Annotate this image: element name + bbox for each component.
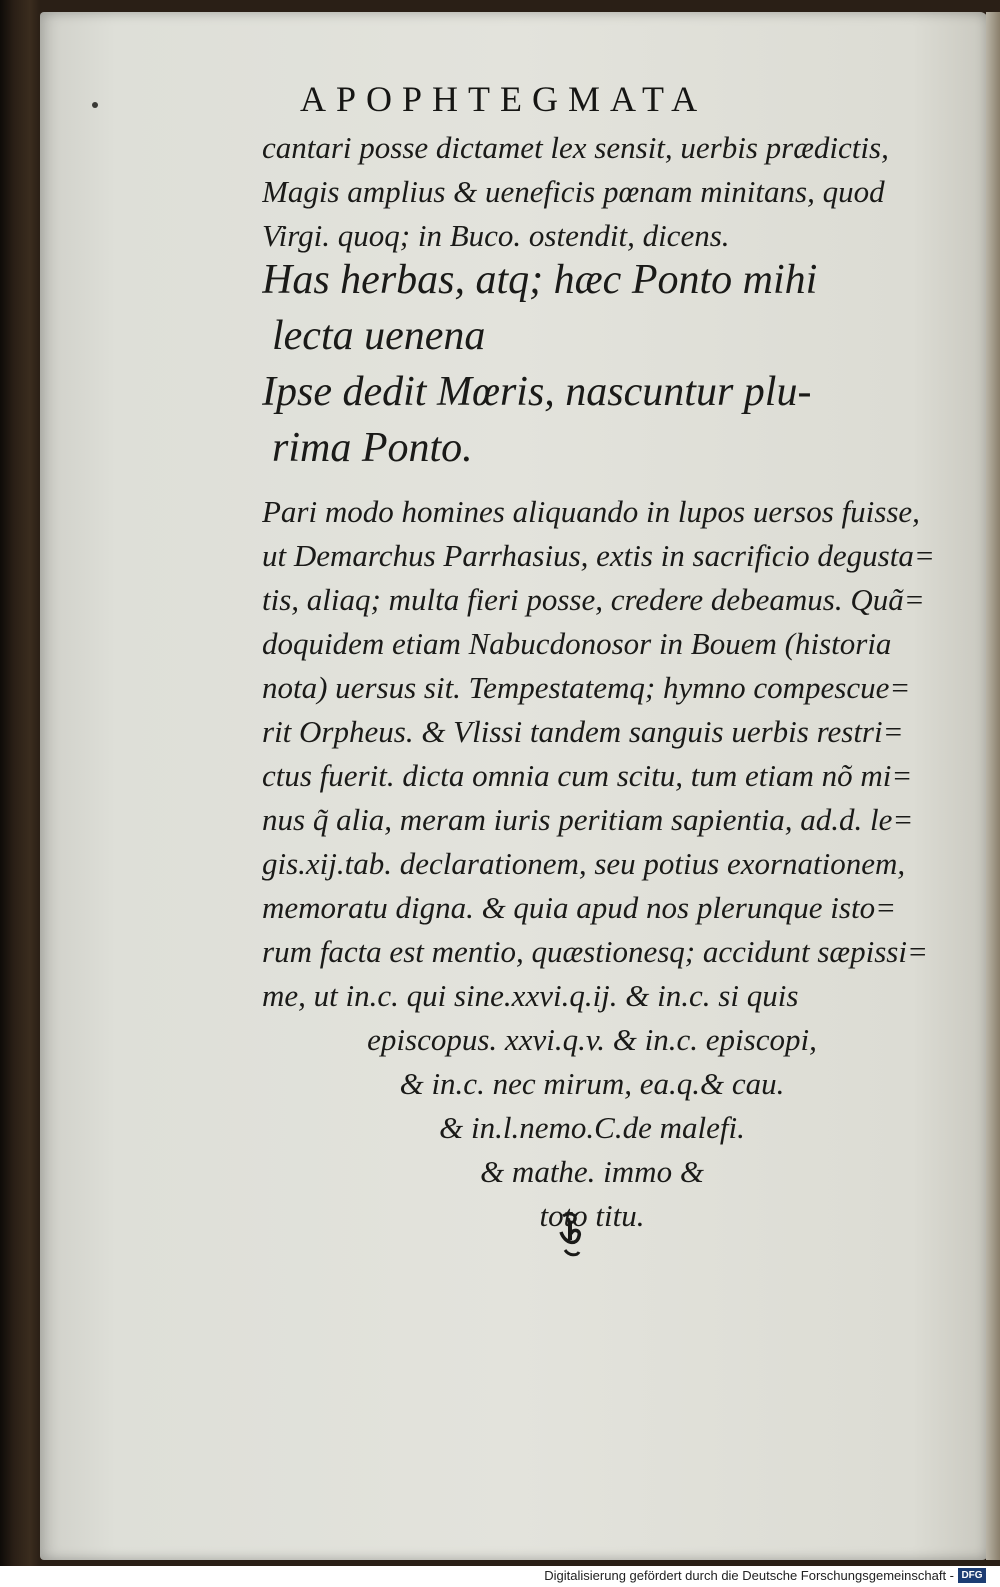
running-head: APOPHTEGMATA	[300, 79, 708, 119]
digitization-credit: Digitalisierung gefördert durch die Deutsche Forschungsgemeinschaft -	[544, 1568, 954, 1583]
text-line: nus q̃ alia, meram iuris peritiam sapientia, ad.d. le=	[262, 802, 914, 837]
verse-line: lecta uenena	[272, 313, 486, 359]
dfg-logo: DFG	[958, 1568, 986, 1583]
text-line: nota) uersus sit. Tempestatemq; hymno compescue=	[262, 670, 911, 705]
page-edge	[986, 12, 1000, 1560]
verse-line: Ipse dedit Mœris, nascuntur plu-	[262, 369, 812, 415]
verse-quotation	[262, 252, 942, 476]
text-line: Magis amplius & ueneficis pœnam minitans, quod	[262, 174, 885, 209]
text-line: & in.c. nec mirum, ea.q.& cau.	[399, 1066, 785, 1101]
text-line: gis.xij.tab. declarationem, seu potius exornationem,	[262, 846, 906, 881]
text-line: Pari modo homines aliquando in lupos uersos fuisse,	[262, 494, 920, 529]
text-line: & in.l.nemo.C.de malefi.	[439, 1110, 745, 1145]
text-line: rit Orpheus. & Vlissi tandem sanguis uerbis restri=	[262, 714, 904, 749]
text-line: ctus fuerit. dicta omnia cum scitu, tum etiam nõ mi=	[262, 758, 913, 793]
body-main	[262, 490, 942, 1018]
body-top	[262, 126, 942, 258]
text-line: cantari posse dictamet lex sensit, uerbis prædictis,	[262, 130, 889, 165]
text-line: tis, aliaq; multa fieri posse, credere debeamus. Quã=	[262, 582, 925, 617]
ink-dot	[92, 102, 98, 108]
verse-line: Has herbas, atq; hæc Ponto mihi	[262, 257, 818, 303]
text-line: rum facta est mentio, quæstionesq; accidunt sæpissi=	[262, 934, 928, 969]
text-line: ut Demarchus Parrhasius, extis in sacrificio degusta=	[262, 538, 935, 573]
fleuron-icon	[555, 1210, 585, 1262]
text-line: doquidem etiam Nabucdonosor in Bouem (historia	[262, 626, 892, 661]
text-line: Virgi. quoq; in Buco. ostendit, dicens.	[262, 218, 730, 253]
text-line: & mathe. immo &	[480, 1154, 704, 1189]
text-line: episcopus. xxvi.q.v. & in.c. episcopi,	[367, 1022, 817, 1057]
verse-line: rima Ponto.	[272, 425, 473, 471]
tapered-ending	[262, 1018, 922, 1238]
text-line: me, ut in.c. qui sine.xxvi.q.ij. & in.c. si quis	[262, 978, 799, 1013]
text-line: toto titu.	[539, 1198, 645, 1233]
text-line: memoratu digna. & quia apud nos plerunque isto=	[262, 890, 897, 925]
